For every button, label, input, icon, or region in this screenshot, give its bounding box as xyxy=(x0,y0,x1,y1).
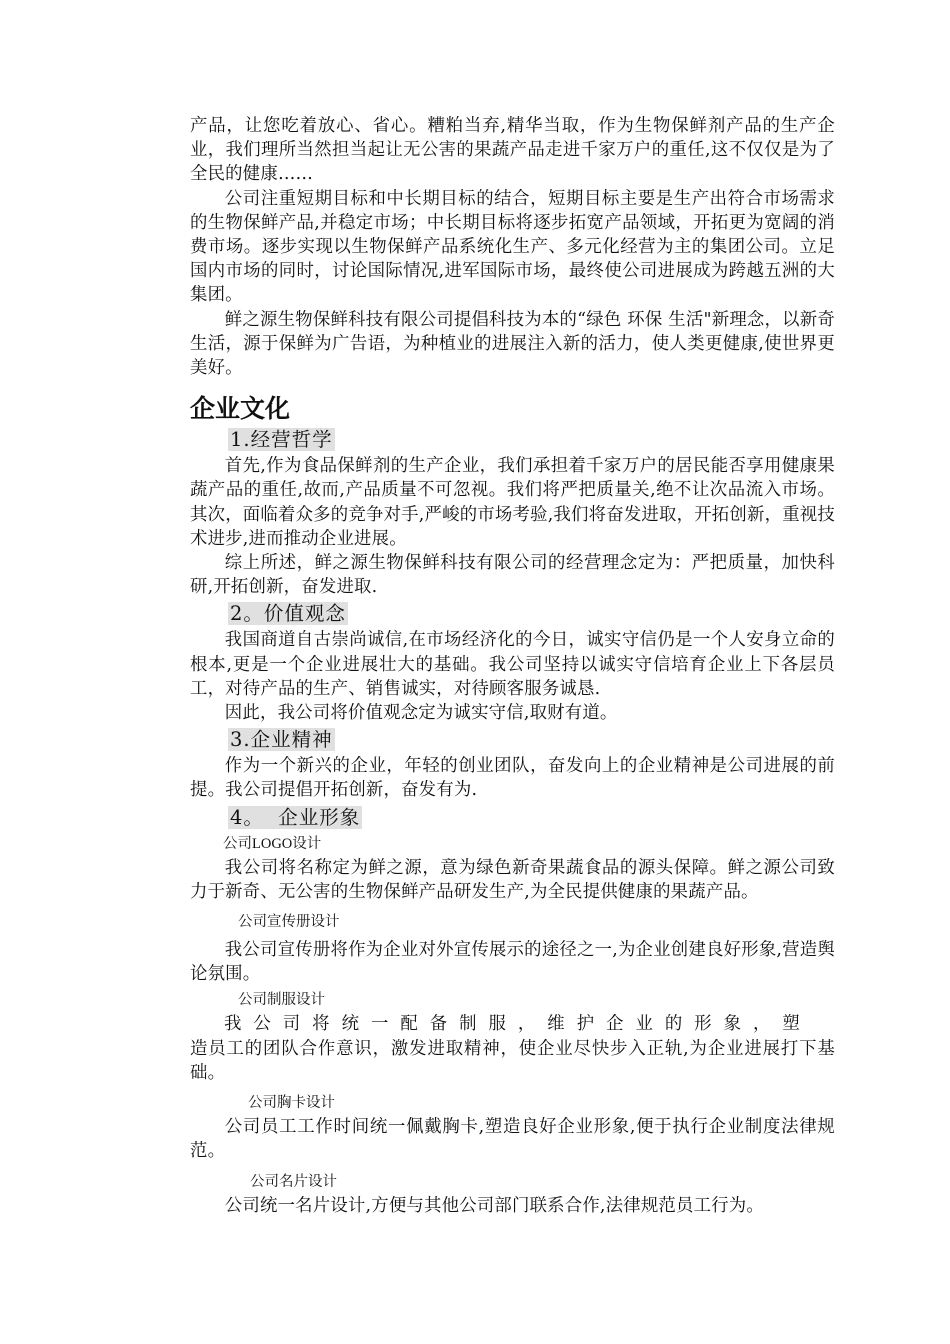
business-card-paragraph: 公司统一名片设计,方便与其他公司部门联系合作,法律规范员工行为。 xyxy=(224,1195,764,1216)
document-body xyxy=(190,114,835,1218)
intro-paragraph-2: 公司注重短期目标和中长期目标的结合，短期目标主要是生产出符合市场需求的生物保鲜产品,并稳定市场；中长期目标将逐步拓宽产品领域，开拓更为宽阔的消费市场。逐步实现以生物保鲜产品系统化生产、多元化经营为主的集团公司。立足国内市场的同时，讨论国际情况,进军国际市场，最终使公司进展成为跨越五洲的大集团。 xyxy=(190,188,835,306)
uniform-design-line-2: 造员工的团队合作意识，激发进取精神，使企业尽快步入正轨,为企业进展打下基础。 xyxy=(190,1038,835,1083)
subheading-text: 1.经营哲学 xyxy=(230,428,333,452)
subheading-spirit xyxy=(228,728,835,752)
logo-design-paragraph: 我公司将名称定为鲜之源，意为绿色新奇果蔬食品的源头保障。鲜之源公司致力于新奇、无公害的生物保鲜产品研发生产,为全民提供健康的果蔬产品。 xyxy=(190,857,835,902)
subheading-values xyxy=(228,602,835,626)
uniform-design-line-1: 我公司将统一配备制服，维护企业的形象，塑 xyxy=(224,1014,812,1035)
subheading-text: 3.企业精神 xyxy=(230,728,333,752)
values-paragraph-2: 因此，我公司将价值观念定为诚实守信,取财有道。 xyxy=(224,703,618,724)
label-brochure-design: 公司宣传册设计 xyxy=(238,914,340,931)
subheading-image xyxy=(228,806,835,830)
intro-paragraph-1: 产品，让您吃着放心、省心。糟粕当弃,精华当取，作为生物保鲜剂产品的生产企业，我们理所当然担当起让无公害的果蔬产品走进千家万户的重任,这不仅仅是为了全民的健康…… xyxy=(190,116,835,185)
subheading-text: 4。 企业形象 xyxy=(230,805,361,829)
label-badge-design: 公司胸卡设计 xyxy=(248,1095,335,1112)
brochure-design-paragraph: 我公司宣传册将作为企业对外宣传展示的途径之一,为企业创建良好形象,营造舆论氛围。 xyxy=(190,940,835,985)
values-paragraph-1: 我国商道自古崇尚诚信,在市场经济化的今日，诚实守信仍是一个人安身立命的根本,更是一个企业进展壮大的基础。我公司坚持以诚实守信培育企业上下各层员工，对待产品的生产、销售诚实，对待顾客服务诚恳. xyxy=(190,630,835,699)
subheading-business-philosophy xyxy=(228,428,835,452)
label-business-card-design: 公司名片设计 xyxy=(250,1173,337,1190)
intro-paragraph-3: 鲜之源生物保鲜科技有限公司提倡科技为本的“绿色 环保 生活"新理念，以新奇生活，源于保鲜为广告语，为种植业的进展注入新的活力，使人类更健康,使世界更美好。 xyxy=(190,309,835,379)
badge-design-paragraph: 公司员工工作时间统一佩戴胸卡,塑造良好企业形象,便于执行企业制度法律规范。 xyxy=(190,1117,835,1162)
label-uniform-design: 公司制服设计 xyxy=(238,992,325,1009)
label-logo-design: 公司LOGO设计 xyxy=(223,835,322,852)
philosophy-paragraph-1: 首先,作为食品保鲜剂的生产企业，我们承担着千家万户的居民能否享用健康果蔬产品的重任,故而,产品质量不可忽视。我们将严把质量关,绝不让次品流入市场。其次，面临着众多的竞争对手,严峻的市场考验,我们将奋发进取，开拓创新，重视技术进步,进而推动企业进展。 xyxy=(190,456,835,549)
philosophy-paragraph-2: 综上所述，鲜之源生物保鲜科技有限公司的经营理念定为：严把质量，加快科研,开拓创新，奋发进取. xyxy=(190,553,835,598)
section-heading-corporate-culture: 企业文化 xyxy=(190,394,291,424)
subheading-text: 2。价值观念 xyxy=(230,602,346,626)
spirit-paragraph-1: 作为一个新兴的企业，年轻的创业团队，奋发向上的企业精神是公司进展的前提。我公司提倡开拓创新，奋发有为. xyxy=(190,756,835,801)
